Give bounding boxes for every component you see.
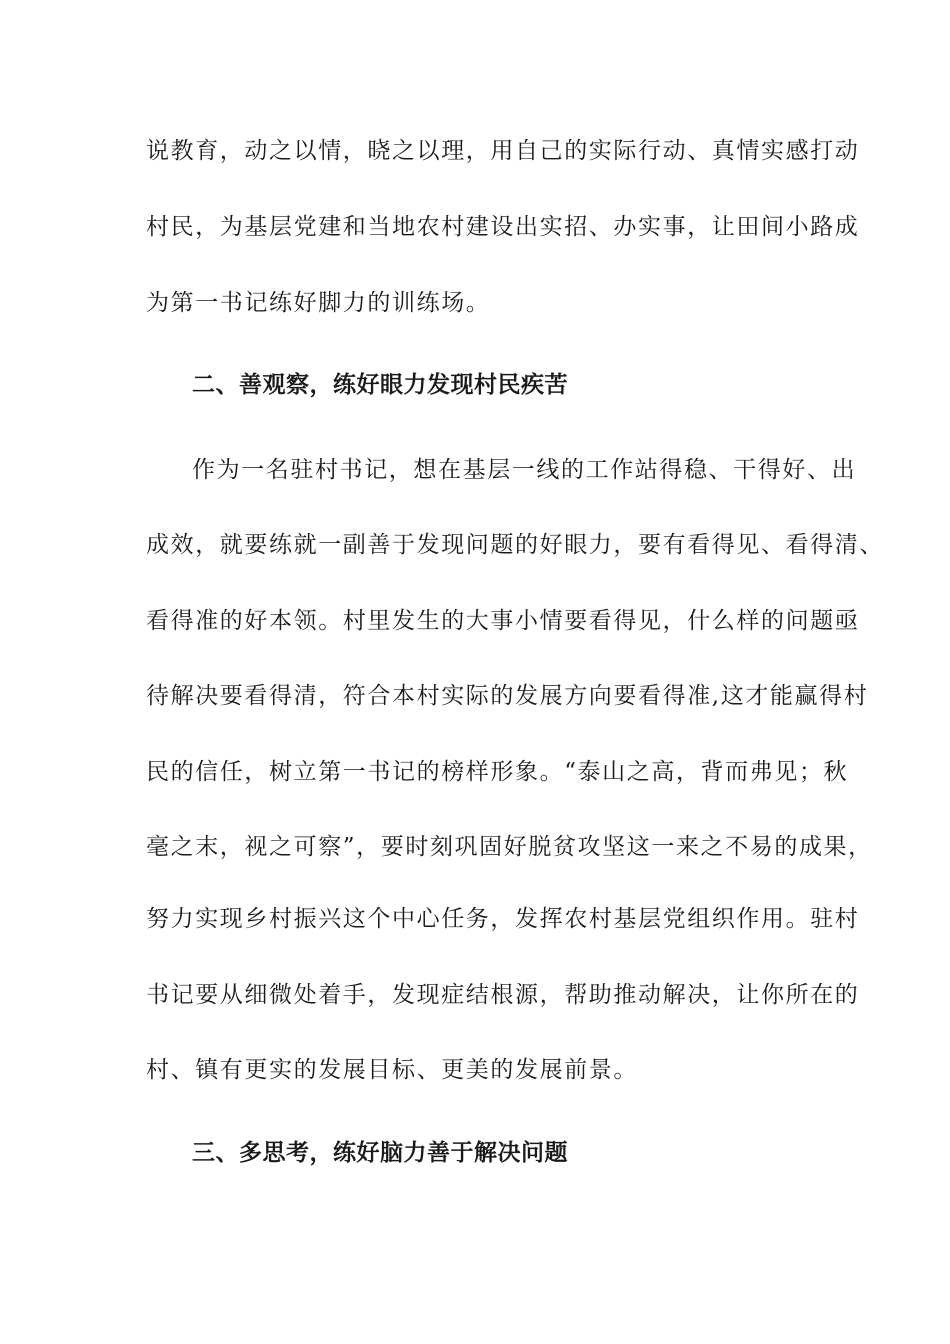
paragraph-line: 村、镇有更实的发展目标、更美的发展前景。 bbox=[146, 1057, 638, 1083]
paragraph-line: 成效，就要练就一副善于发现问题的好眼力，要有看得见、看得清、 bbox=[146, 532, 884, 558]
paragraph-line: 书记要从细微处着手，发现症结根源，帮助推动解决，让你所在的 bbox=[146, 982, 860, 1008]
paragraph-line: 看得准的好本领。村里发生的大事小情要看得见，什么样的问题亟 bbox=[146, 608, 860, 634]
paragraph-line: 作为一名驻村书记，想在基层一线的工作站得稳、干得好、出 bbox=[192, 457, 857, 483]
paragraph-line: 说教育，动之以情，晓之以理，用自己的实际行动、真情实感打动 bbox=[146, 138, 860, 164]
paragraph-line: 努力实现乡村振兴这个中心任务，发挥农村基层党组织作用。驻村 bbox=[146, 906, 860, 932]
section-heading: 二、善观察，练好眼力发现村民疾苦 bbox=[192, 372, 568, 398]
paragraph-line: 毫之末，视之可察”，要时刻巩固好脱贫攻坚这一来之不易的成果， bbox=[146, 834, 873, 860]
paragraph-line: 民的信任，树立第一书记的榜样形象。“泰山之高，背而弗见；秋 bbox=[146, 759, 849, 785]
section-heading: 三、多思考，练好脑力善于解决问题 bbox=[192, 1140, 568, 1166]
paragraph-line: 为第一书记练好脚力的训练场。 bbox=[146, 290, 491, 316]
paragraph-line: 待解决要看得清，符合本村实际的发展方向要看得准,这才能赢得村 bbox=[146, 683, 869, 709]
paragraph-line: 村民，为基层党建和当地农村建设出实招、办实事，让田间小路成 bbox=[146, 214, 860, 240]
